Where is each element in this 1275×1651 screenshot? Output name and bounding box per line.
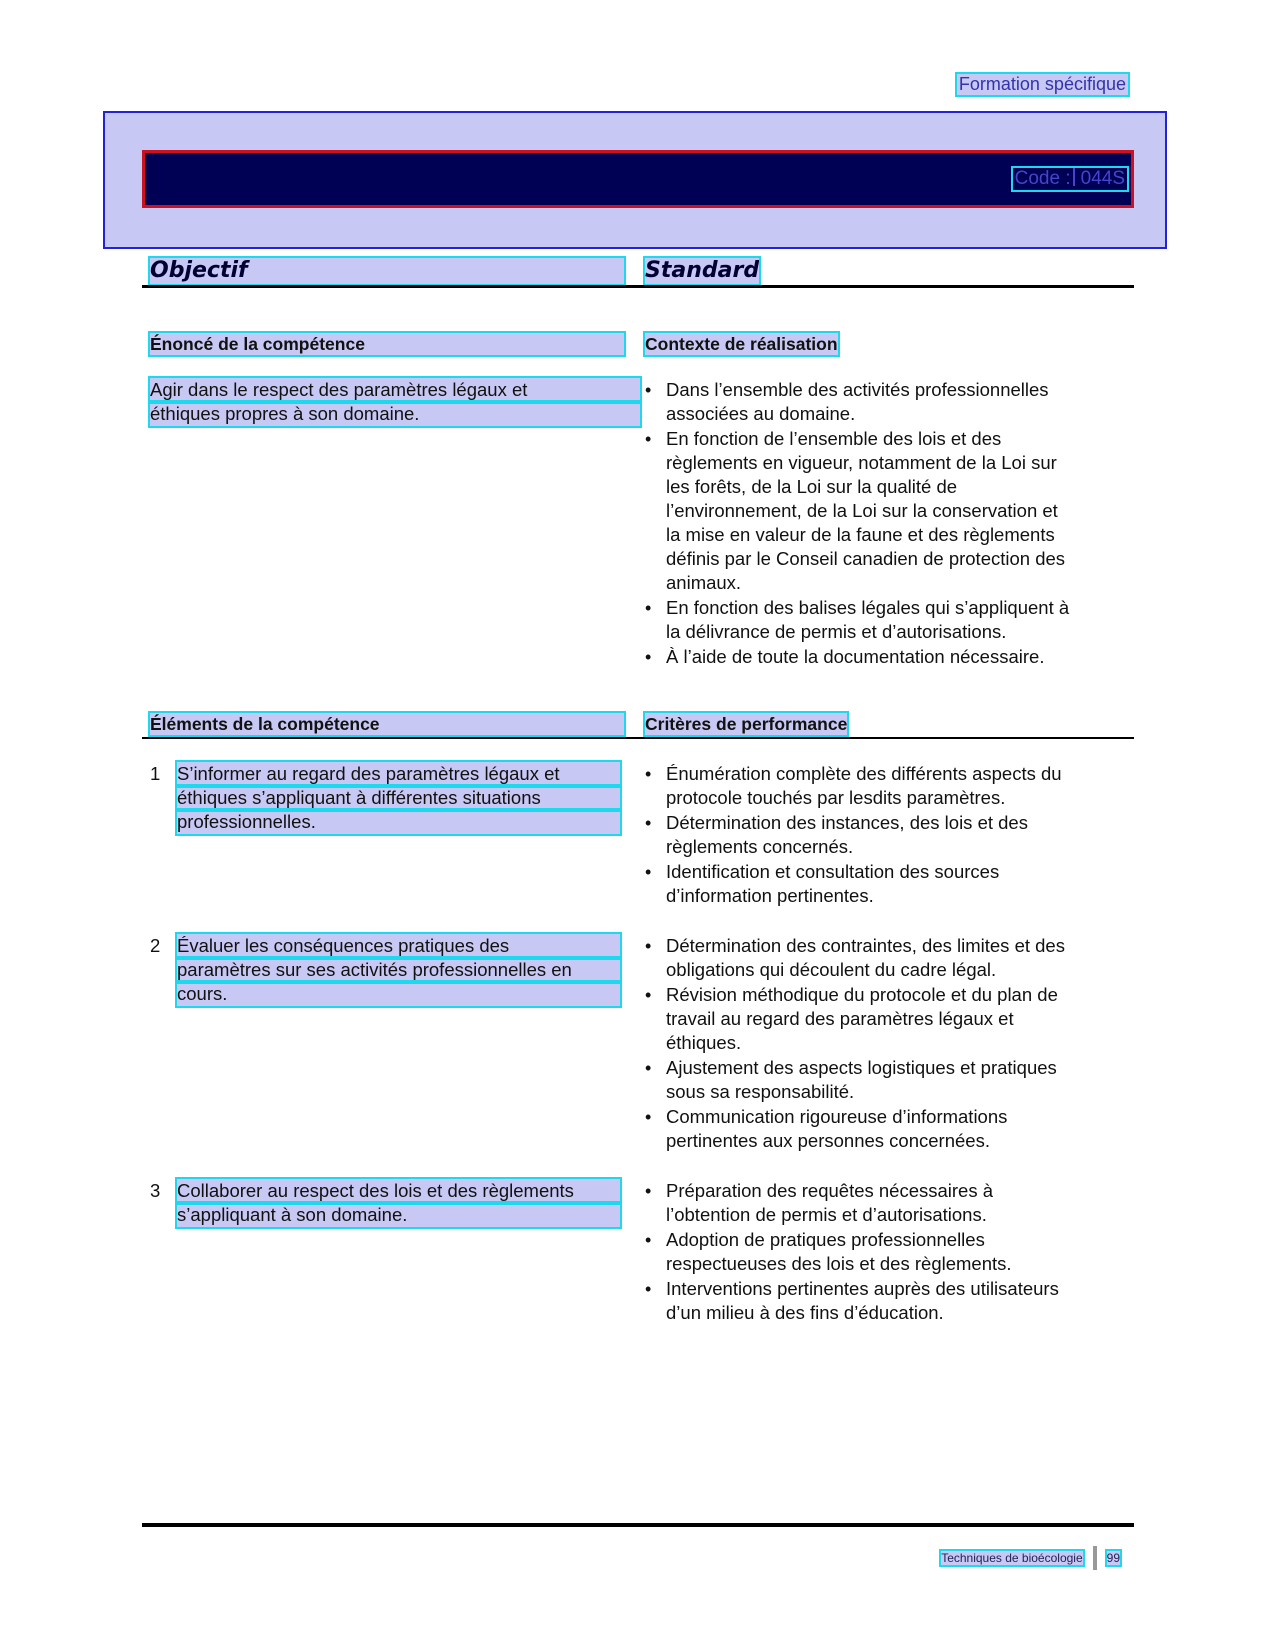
list-item: • Détermination des instances, des lois et des règlements concernés. xyxy=(645,811,1123,859)
list-item: • Communication rigoureuse d’informations pertinentes aux personnes concernées. xyxy=(645,1105,1123,1153)
element-1: 1 S’informer au regard des paramètres légaux et éthiques s’appliquant à différentes situations professionnelles. xyxy=(150,762,620,834)
list-item: • Identification et consultation des sources d’information pertinentes. xyxy=(645,860,1123,908)
list-item: • À l’aide de toute la documentation nécessaire. xyxy=(645,645,1123,669)
title-bar xyxy=(142,150,1134,208)
enonce-text: Agir dans le respect des paramètres légaux et éthiques propres à son domaine. xyxy=(150,378,640,426)
contexte-heading: Contexte de réalisation xyxy=(645,334,838,354)
footer-program: Techniques de bioécologie xyxy=(941,1551,1083,1565)
code-separator xyxy=(1073,168,1075,186)
list-item: • Dans l’ensemble des activités professionnelles associées au domaine. xyxy=(645,378,1123,426)
list-item: • Ajustement des aspects logistiques et pratiques sous sa responsabilité. xyxy=(645,1056,1123,1104)
list-item: • Énumération complète des différents aspects du protocole touchés par lesdits paramètres. xyxy=(645,762,1123,810)
code-label: Code : 044S xyxy=(1014,168,1125,189)
footer-rule xyxy=(142,1523,1134,1527)
list-item: • Révision méthodique du protocole et du plan de travail au regard des paramètres légaux et éthiques. xyxy=(645,983,1123,1055)
list-item: • En fonction des balises légales qui s’appliquent à la délivrance de permis et d’autorisations. xyxy=(645,596,1123,644)
footer-divider xyxy=(1093,1546,1097,1570)
page-number: 99 xyxy=(1106,1551,1120,1565)
element-3: 3 Collaborer au respect des lois et des règlements s’appliquant à son domaine. xyxy=(150,1179,620,1227)
criteria-list-1 xyxy=(645,762,1123,909)
element-2: 2 Évaluer les conséquences pratiques des paramètres sur ses activités professionnelles en cours. xyxy=(150,934,620,1006)
list-item: • Adoption de pratiques professionnelles respectueuses des lois et des règlements. xyxy=(645,1228,1123,1276)
criteres-heading: Critères de performance xyxy=(645,714,848,734)
enonce-heading: Énoncé de la compétence xyxy=(150,333,624,355)
list-item: • Préparation des requêtes nécessaires à l’obtention de permis et d’autorisations. xyxy=(645,1179,1123,1227)
top-right-label: Formation spécifique xyxy=(958,74,1126,94)
elements-heading: Éléments de la compétence xyxy=(150,713,624,735)
elements-rule xyxy=(142,737,1134,739)
objectif-heading: Objectif xyxy=(150,258,624,284)
list-item: • En fonction de l’ensemble des lois et des règlements en vigueur, notamment de la Loi sur les forêts, de la Loi sur la qualité de l’environnement, de la Loi sur la conservation et la mise en valeur de la faune et des règlements définis par le Conseil canadien de protection des animaux. xyxy=(645,427,1123,595)
header-rule xyxy=(142,285,1134,288)
list-item: • Interventions pertinentes auprès des utilisateurs d’un milieu à des fins d’éducation. xyxy=(645,1277,1123,1325)
standard-heading: Standard xyxy=(645,258,760,283)
contexte-list xyxy=(645,378,1123,670)
list-item: • Détermination des contraintes, des limites et des obligations qui découlent du cadre légal. xyxy=(645,934,1123,982)
criteria-list-3 xyxy=(645,1179,1123,1326)
criteria-list-2 xyxy=(645,934,1123,1154)
page-footer xyxy=(941,1546,1120,1570)
